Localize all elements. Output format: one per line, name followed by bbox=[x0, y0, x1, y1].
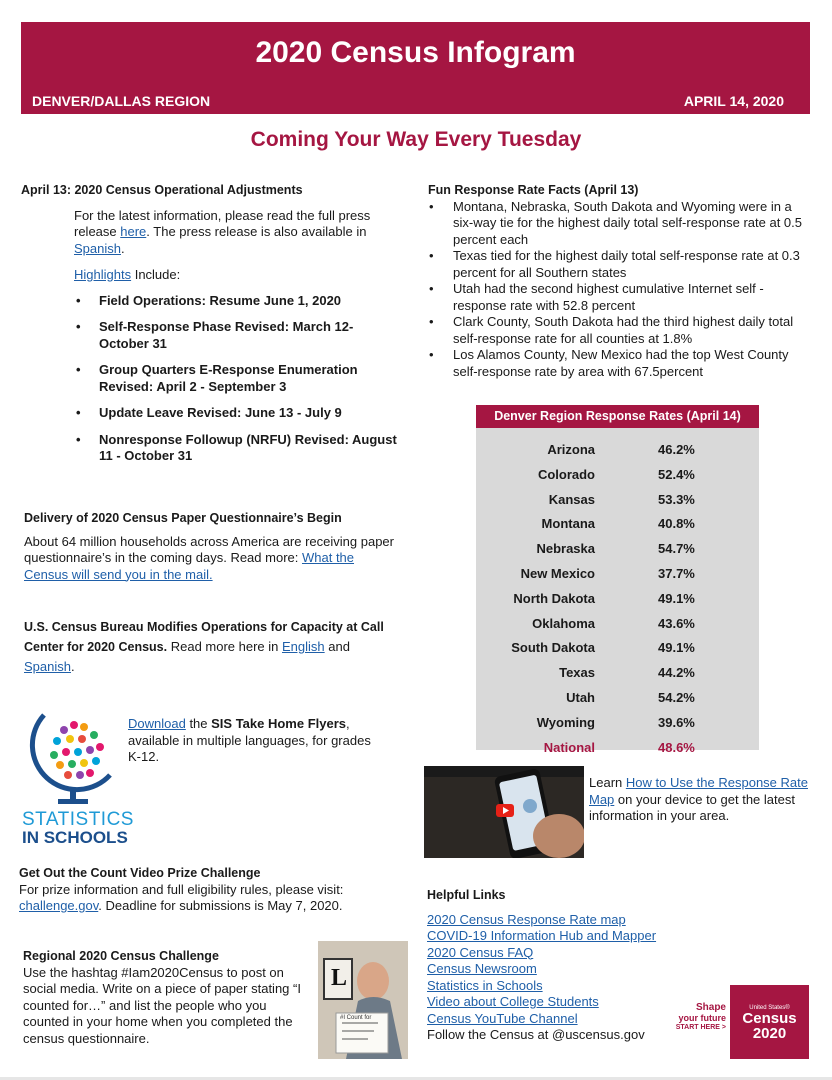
challenge-heading: Get Out the Count Video Prize Challenge bbox=[19, 866, 261, 880]
callcenter-text: Read more here in bbox=[167, 639, 283, 654]
census-newsroom-link[interactable]: Census Newsroom bbox=[427, 961, 537, 976]
press-release-link[interactable]: here bbox=[120, 224, 147, 239]
state-name: Montana bbox=[541, 516, 595, 532]
challenge-text: For prize information and full eligibility rules, please visit: bbox=[19, 881, 344, 897]
list-item: • Clark County, South Dakota had the third highest daily total self-response rate for all counties at 1.8% bbox=[428, 314, 812, 347]
statistics-in-schools-link[interactable]: Statistics in Schools bbox=[427, 977, 543, 993]
ops-section bbox=[21, 182, 401, 475]
response-rate-table bbox=[476, 405, 759, 755]
highlights-text: Include: bbox=[131, 267, 181, 282]
table-row bbox=[476, 537, 759, 562]
table-header: Denver Region Response Rates (April 14) bbox=[476, 405, 759, 428]
video-text: Learn bbox=[589, 775, 626, 790]
list-item: • Field Operations: Resume June 1, 2020 bbox=[21, 293, 401, 310]
table-row bbox=[476, 587, 759, 612]
list-item: • Update Leave Revised: June 13 - July 9 bbox=[21, 405, 401, 422]
state-rate: 49.1% bbox=[658, 590, 695, 606]
state-name: Oklahoma bbox=[532, 615, 595, 631]
ops-intro bbox=[21, 208, 401, 258]
challenge-text-2: . Deadline for submissions is May 7, 2020. bbox=[98, 898, 343, 913]
youtube-channel-link[interactable]: Census YouTube Channel bbox=[427, 1010, 578, 1026]
challenge-section bbox=[19, 865, 399, 915]
table-row bbox=[476, 438, 759, 463]
delivery-body bbox=[24, 534, 396, 584]
sis-text: the bbox=[185, 716, 212, 731]
table-row bbox=[476, 661, 759, 686]
state-name: New Mexico bbox=[520, 565, 595, 581]
table-row bbox=[476, 488, 759, 513]
tagline-line-2: your future bbox=[678, 1013, 726, 1023]
state-rate: 49.1% bbox=[658, 640, 695, 656]
callcenter-and: and bbox=[324, 639, 350, 654]
covid-hub-link[interactable]: COVID-19 Information Hub and Mapper bbox=[427, 928, 657, 943]
list-item: • Montana, Nebraska, South Dakota and Wyoming were in a six-way tie for the highest daily total self-response rate at 0.5 percent each bbox=[428, 199, 812, 249]
facts-heading: Fun Response Rate Facts (April 13) bbox=[428, 183, 639, 197]
ops-intro-end: . bbox=[120, 240, 125, 256]
follow-text: Follow the Census at @uscensus.gov bbox=[427, 1027, 645, 1042]
state-name: North Dakota bbox=[513, 590, 595, 606]
issue-date: APRIL 14, 2020 bbox=[683, 93, 784, 109]
list-item: • Texas tied for the highest daily total self-response rate at 0.3 percent for all Southern states bbox=[428, 248, 812, 281]
sign-note: #I Count for bbox=[340, 1015, 372, 1021]
national-row bbox=[476, 736, 759, 761]
video-thumbnail bbox=[424, 766, 584, 858]
logo-small-text: United States® bbox=[749, 1005, 790, 1011]
logo-text-line-2: IN SCHOOLS bbox=[22, 828, 128, 847]
delivery-text: About 64 million households across America are receiving paper questionnaire’s in the coming days. Read more: bbox=[24, 533, 394, 565]
list-item: • Self-Response Phase Revised: March 12- October 31 bbox=[21, 319, 401, 352]
state-rate: 40.8% bbox=[658, 516, 695, 532]
state-rate: 37.7% bbox=[658, 565, 695, 581]
table-row bbox=[476, 562, 759, 587]
table-row bbox=[476, 512, 759, 537]
table-row bbox=[476, 463, 759, 488]
regional-body: Use the hashtag #Iam2020Census to post on social media. Write on a piece of paper stating “I counted for…” and list the people who you counted in your home when you completed the census questionnaire. bbox=[23, 964, 301, 1046]
ops-heading: April 13: 2020 Census Operational Adjustments bbox=[21, 183, 303, 197]
video-text-rest: on your device to get the latest information in your area. bbox=[589, 791, 795, 823]
page-title: 2020 Census Infogram bbox=[255, 36, 576, 69]
press-release-spanish-link[interactable]: Spanish bbox=[74, 240, 121, 256]
state-name: Kansas bbox=[548, 491, 595, 507]
globe-icon bbox=[22, 705, 129, 805]
state-name: Nebraska bbox=[536, 541, 595, 557]
list-item: • Los Alamos County, New Mexico had the top West County self-response rate by area with 67.5percent bbox=[428, 347, 812, 380]
spanish-link[interactable]: Spanish bbox=[24, 659, 71, 674]
photo-image bbox=[318, 941, 408, 1059]
participant-photo bbox=[318, 941, 408, 1059]
state-rate: 44.2% bbox=[658, 665, 695, 681]
sign-letter: L bbox=[331, 965, 348, 991]
table-row bbox=[476, 711, 759, 736]
response-rate-map-link[interactable]: How to Use the Response Rate Map bbox=[589, 775, 808, 807]
sis-section bbox=[128, 716, 378, 766]
state-rate: 52.4% bbox=[658, 466, 695, 482]
page-subtitle: Coming Your Way Every Tuesday bbox=[250, 128, 582, 151]
table-row bbox=[476, 612, 759, 637]
national-rate: 48.6% bbox=[658, 739, 695, 755]
list-item: • Nonresponse Followup (NRFU) Revised: August 11 - October 31 bbox=[21, 432, 401, 465]
helpful-links-heading: Helpful Links bbox=[427, 888, 506, 902]
response-rate-map-link-2[interactable]: 2020 Census Response Rate map bbox=[427, 911, 626, 927]
regional-section bbox=[23, 948, 315, 1047]
callcenter-end: . bbox=[70, 659, 75, 674]
ops-intro-text-2: . The press release is also available in bbox=[146, 224, 367, 239]
state-name: Utah bbox=[566, 689, 595, 705]
delivery-section bbox=[24, 510, 396, 583]
table-row bbox=[476, 636, 759, 661]
state-name: Texas bbox=[559, 665, 595, 681]
header-banner bbox=[21, 22, 810, 114]
list-item: • Utah had the second highest cumulative Internet self -response rate with 52.8 percent bbox=[428, 281, 812, 314]
shape-your-future-tagline bbox=[668, 1003, 726, 1033]
highlights-link[interactable]: Highlights bbox=[74, 267, 132, 282]
ops-intro-text: For the latest information, please read the full press release bbox=[74, 207, 371, 239]
state-rate: 43.6% bbox=[658, 615, 695, 631]
statistics-in-schools-logo bbox=[22, 705, 134, 847]
census-mail-link[interactable]: What the Census will send you in the mail. bbox=[24, 550, 355, 582]
state-rate: 54.7% bbox=[658, 541, 695, 557]
regional-heading: Regional 2020 Census Challenge bbox=[23, 949, 219, 963]
census-2020-logo bbox=[730, 985, 809, 1059]
census-faq-link[interactable]: 2020 Census FAQ bbox=[427, 944, 534, 960]
state-name: South Dakota bbox=[511, 640, 595, 656]
sis-text-rest: , available in multiple languages, for grades K-12. bbox=[128, 716, 371, 764]
delivery-heading: Delivery of 2020 Census Paper Questionnaire’s Begin bbox=[24, 511, 342, 525]
state-rate: 53.3% bbox=[658, 491, 695, 507]
ops-list bbox=[21, 293, 401, 465]
college-students-video-link[interactable]: Video about College Students bbox=[427, 994, 599, 1009]
state-name: Wyoming bbox=[536, 714, 595, 730]
challenge-body bbox=[19, 882, 399, 915]
tagline-line-3: START HERE > bbox=[675, 1024, 726, 1031]
logo-text-line-1: STATISTICS bbox=[22, 809, 134, 830]
national-label: National bbox=[543, 739, 595, 755]
facts-list bbox=[428, 199, 812, 381]
state-name: Arizona bbox=[547, 442, 595, 457]
sis-flyers-name: SIS Take Home Flyers bbox=[211, 716, 346, 731]
state-rate: 54.2% bbox=[658, 689, 695, 705]
table-row bbox=[476, 686, 759, 711]
callcenter-section bbox=[24, 617, 396, 677]
facts-section bbox=[428, 182, 812, 380]
response-rate-map-video[interactable] bbox=[424, 766, 584, 858]
english-link[interactable]: English bbox=[282, 639, 325, 654]
logo-census: Census bbox=[742, 1010, 797, 1027]
challenge-gov-link[interactable]: challenge.gov bbox=[19, 898, 99, 913]
highlights-line bbox=[21, 267, 401, 284]
video-caption bbox=[589, 775, 814, 825]
callcenter-heading: U.S. Census Bureau Modifies Operations for Capacity at Call Center for 2020 Census. bbox=[24, 620, 384, 654]
list-item: • Group Quarters E-Response Enumeration Revised: April 2 - September 3 bbox=[21, 362, 401, 395]
state-rate: 39.6% bbox=[658, 714, 695, 730]
region-label: DENVER/DALLAS REGION bbox=[32, 93, 211, 109]
state-rate: 46.2% bbox=[658, 442, 695, 457]
state-name: Colorado bbox=[537, 466, 595, 482]
download-flyers-link[interactable]: Download bbox=[128, 716, 186, 731]
logo-year: 2020 bbox=[752, 1025, 787, 1042]
tagline-line-1: Shape bbox=[695, 1002, 726, 1013]
